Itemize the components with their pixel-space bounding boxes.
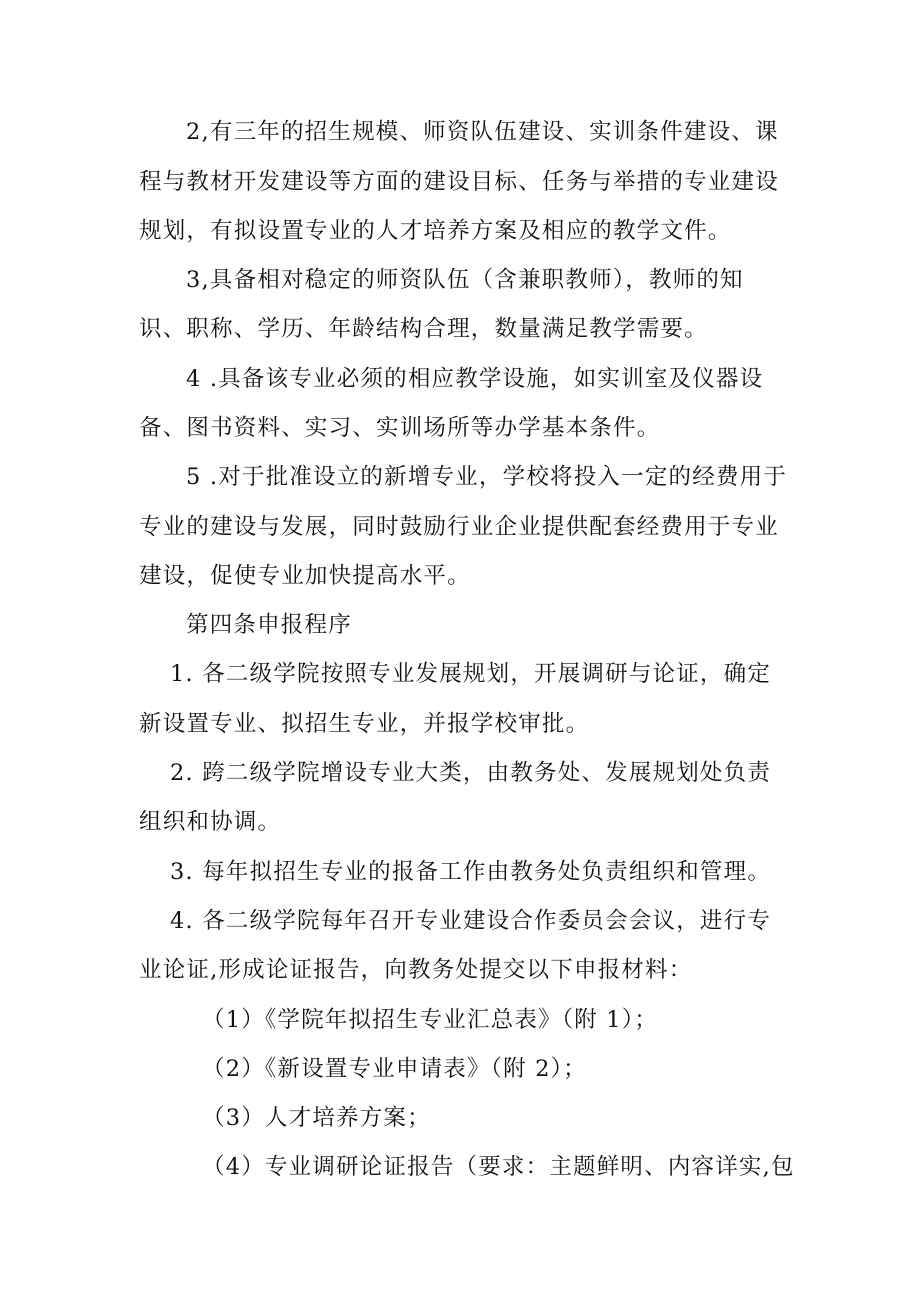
procedure-3-line-1: 3. 每年拟招生专业的报备工作由教务处负责组织和管理。 [170, 859, 772, 885]
procedure-1-line-1: 1. 各二级学院按照专业发展规划，开展调研与论证，确定 [170, 661, 772, 687]
item-4-line-2: 备、图书资料、实习、实训场所等办学基本条件。 [139, 415, 661, 441]
material-3: （3）人才培养方案； [202, 1105, 431, 1131]
material-4: （4）专业调研论证报告（要求：主题鲜明、内容详实,包 [202, 1154, 795, 1180]
item-5-line-2: 专业的建设与发展，同时鼓励行业企业提供配套经费用于专业 [139, 514, 779, 540]
item-3-line-2: 识、职称、学历、年龄结构合理，数量满足教学需要。 [139, 316, 708, 342]
procedure-1-line-2: 新设置专业、拟招生专业，并报学校审批。 [139, 711, 590, 737]
procedure-4-line-1: 4. 各二级学院每年召开专业建设合作委员会会议，进行专 [170, 908, 772, 934]
item-3-line-1: 3,具备相对稳定的师资队伍（含兼职教师），教师的知 [186, 267, 744, 293]
item-2-line-3: 规划，有拟设置专业的人才培养方案及相应的教学文件。 [139, 218, 732, 244]
procedure-2-line-2: 组织和协调。 [139, 809, 282, 835]
item-2-line-1: 2,有三年的招生规模、师资队伍建设、实训条件建设、课 [186, 119, 779, 145]
item-2-line-2: 程与教材开发建设等方面的建设目标、任务与举措的专业建设 [139, 169, 779, 195]
procedure-2-line-1: 2. 跨二级学院增设专业大类，由教务处、发展规划处负责 [170, 760, 772, 786]
item-4-line-1: 4 .具备该专业必须的相应教学设施，如实训室及仪器设 [186, 366, 764, 392]
material-1: （1）《学院年拟招生专业汇总表》（附 1）； [202, 1007, 658, 1033]
material-2: （2）《新设置专业申请表》（附 2）； [202, 1056, 587, 1082]
procedure-4-line-2: 业论证,形成论证报告，向教务处提交以下申报材料： [139, 957, 693, 983]
item-5-line-3: 建设，促使专业加快提高水平。 [139, 563, 471, 589]
article-4-heading: 第四条申报程序 [186, 612, 352, 638]
item-5-line-1: 5 .对于批准设立的新增专业，学校将投入一定的经费用于 [186, 464, 788, 490]
